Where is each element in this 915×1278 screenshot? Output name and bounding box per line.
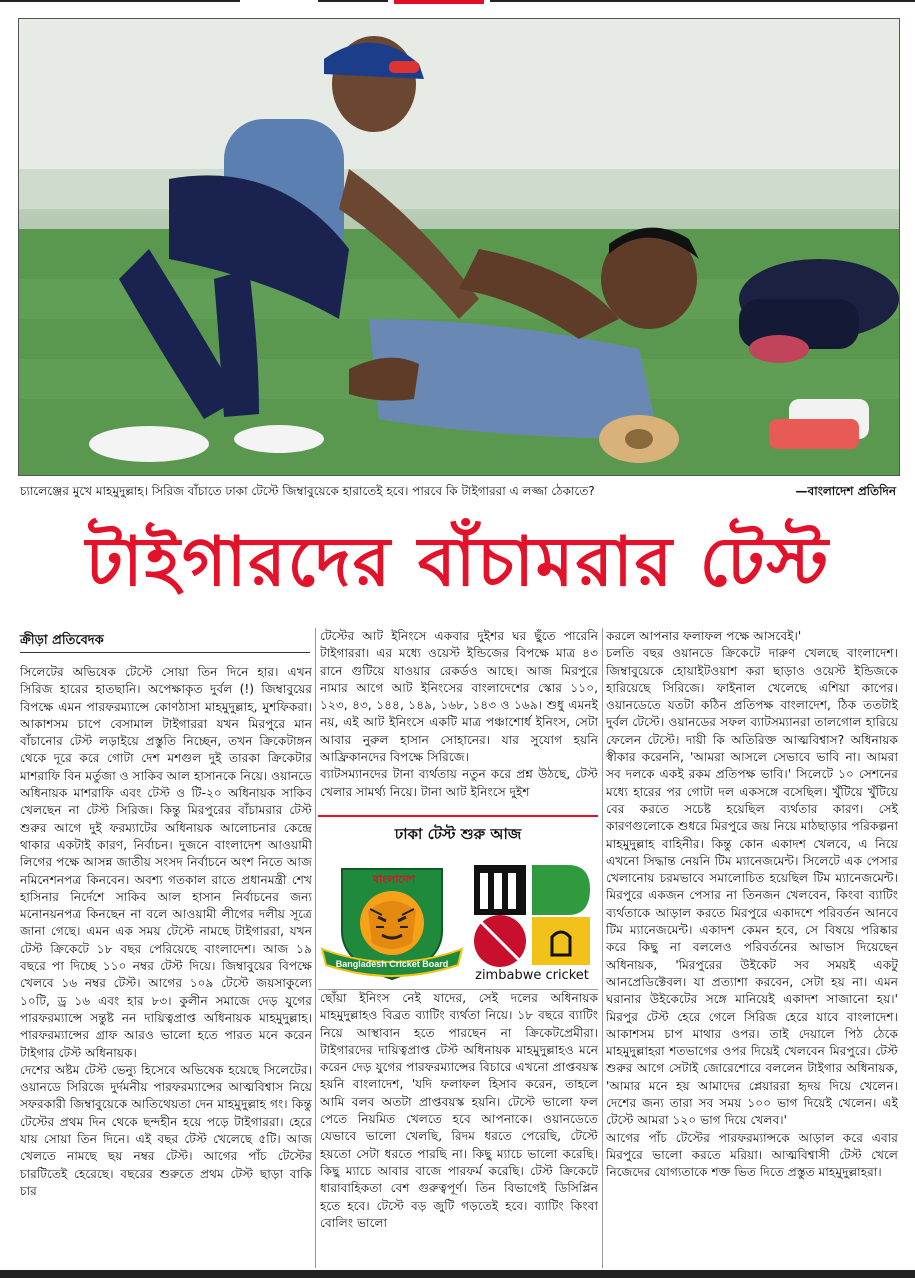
paragraph: চলতি বছর ওয়ানডে ক্রিকেটে দারুণ খেলছে বাংলাদেশ। জিম্বাবুয়েকে হোয়াইটওয়াশ করা ছাড়াও ওয়েস্ট ইন্ডিজকে হারিয়েছে সিরিজে। ফাইনাল খেলেছে এশিয়া কাপের। ওয়ানডেতে যতটা কঠিন প্রতিপক্ষ বাংলাদেশ, ঠিক ততটাই দুর্বল টেস্টে। ওয়ানডের সফল ব্যাটসম্যানরা তালগোল হারিয়ে ফেলেন টেস্টে। দায়ী কি অতিরিক্ত আত্মবিশ্বাস? অধিনায়ক স্বীকার করেননি, 'আমরা আসলে সেভাবে ভাবি না। আমরা সব দলকে একই রকম প্রতিপক্ষ ভাবি।' সিলেটে ১০ সেশনের মধ্যে হারের পর গোটা দল একসঙ্গে বসেছিল। খুঁটিয়ে খুঁটিয়ে বের করতে সচেষ্ট হয়েছিল ব্যর্থতার কারণ। সেই কারণগুলোকে শুধরে মিরপুরে জয় নিয়ে মাঠছাড়ার পরিকল্পনা মাহমুদুল্লাহ বাহিনীর। কিন্তু কোন একাদশ খেলবে, এ নিয়ে এখনো সিদ্ধান্ত নেয়নি টিম ম্যানেজমেন্ট। সিলেটে এক পেসার খেলানোয় চরমভাবে সমালোচিত হয়েছিল টিম ম্যানেজমেন্ট। মিরপুরে একজন পেসার না তিনজন খেলবেন, কিংবা ব্যাটিং ব্যর্থতাকে আড়াল করতে মিরপুরে একাদশে পরিবর্তন আনবে টিম ম্যানেজমেন্ট। একাদশ কেমন হবে, সে বিষয়ে পরিষ্কার করে কিছু না বললেও পরিবর্তনের আভাস দিয়েছেন অধিনায়ক, 'মিরপুরের উইকেট সব সময়ই একটু আনপ্রেডিক্টেবল। যা প্রত্যাশা করবেন, সেটা হয় না। এমন ঘরানার উইকেটের সঙ্গে মানিয়েই একাদশ সাজানো হয়।' মিরপুর টেস্ট হেরে গেলে সিরিজ হেরে যাবে বাংলাদেশ। আকাশসম চাপ মাথার ওপর। তাই দেয়ালে পিঠ ঠেকে মাহমুদুল্লাহরা শতভাগের ওপর দিয়েই খেলবেন মিরপুরে। টেস্ট শুরুর আগে সেটাই জোরেশোরে বললেন টাইগার অধিনায়ক, 'আমার মনে হয় আমাদের প্লেয়াররা হৃদয় দিয়ে খেলেন। দেশের জন্য তারা সব সময় ১০০ ভাগ দিয়েই খেলেন। এই টেস্টে আমরা ১২০ ভাগ দিয়ে খেলব।' [606, 646, 898, 1128]
top-rule [0, 0, 915, 6]
paragraph: ব্যাটসম্যানদের টানা ব্যর্থতায় নতুন করে প্রশ্ন উঠছে, টেস্ট খেলার সামর্থ্য নিয়ে। টানা আট ইনিংসে দুইশ [320, 767, 598, 799]
paragraph: ছোঁয়া ইনিংস নেই যাদের, সেই দলের অধিনায়ক মাহমুদুল্লাহও বিব্রত ব্যাটিং ব্যর্থতা নিয়ে। ১৮ বছরে ব্যাটিং নিয়ে আস্থাবান হতে পারছেন না ক্রিকেটপ্রেমীরা। টাইগারদের দায়িত্বপ্রাপ্ত টেস্ট অধিনায়ক মাহমুদুল্লাহও মনে করেন দেড় যুগের পারফরম্যান্সের বিচারে এখনো প্রাপ্তবয়স্ক হয়নি বাংলাদেশ, 'যদি ফলাফল হিসাব করেন, তাহলে আমি বলব অতটা প্রাপ্তবয়স্ক হয়নি। টেস্টে ভালো ফল পেতে নিয়মিত খেলতে হবে আপনাকে। ওয়ানডেতে যেভাবে ভালো খেলছি, রিদম ধরতে পেরেছি, টেস্টে হয়তো সেটা ধরতে পারছি না। কিছু ম্যাচে ভালো করেছি। কিছু ম্যাচে আবার বাজে পারফর্ম করেছি। টেস্ট ক্রিকেটে ধারাবাহিকতা বেশ গুরুত্বপূর্ণ। তিন বিভাগেই ডিসিপ্লিন হতে হবে। টেস্টে বড় জুটি গড়তেই হবে। ব্যাটিং কিংবা বোলিং ভালো [320, 991, 598, 1230]
zimbabwe-label: zimbabwe cricket [475, 968, 589, 983]
article-column-1 [20, 664, 312, 1268]
article-column-3 [606, 628, 898, 1268]
article-column-2-bottom [320, 990, 598, 1270]
photo-credit: —বাংলাদেশ প্রতিদিন [795, 484, 896, 498]
bcb-top-text: বাংলাদেশ [372, 873, 416, 886]
photo-caption [18, 481, 898, 501]
zimbabwe-cricket-logo [468, 851, 596, 986]
bcb-ribbon-text: Bangladesh Cricket Board [335, 959, 449, 969]
paragraph: সিলেটের অভিষেক টেস্টে সোয়া তিন দিনে হার। এখন সিরিজ হারের হাতছানি। অপেক্ষাকৃত দুর্বল (!) জিম্বাবুয়ের বিপক্ষে এমন পারফরম্যান্সে কোণঠাসা মাহমুদুল্লাহ, মুশফিকরা। আকাশসম চাপে বেসামাল টাইগাররা যখন মিরপুরে মান বাঁচানোর টেস্ট লড়াইয়ে প্রস্তুতি নিচ্ছেন, তখন ক্রিকেটাঙ্গন থেকে দূরে করে গোটা দেশ মশগুল দুই তারকা ক্রিকেটার মাশরাফি বিন মর্তুজা ও সাকিব আল হাসানকে নিয়ে। ওয়ানডে অধিনায়ক মাশরাফি এবং টেস্ট ও টি-২০ অধিনায়ক সাকিব খেলছেন না টেস্ট সিরিজ। কিন্তু মিরপুরের বাঁচামরার টেস্ট শুরুর আগে দুই ফরম্যাটের অধিনায়ক আলোচনার কেন্দ্রে থাকার একটাই কারণ, নির্বাচন। দুজনে বাংলাদেশ আওয়ামী লিগের পক্ষে আসন্ন জাতীয় সংসদ নির্বাচনে অংশ নিতে আজ নমিনেশনপত্র কিনবেন। অবশ্য গতকাল রাতে প্রধানমন্ত্রী শেখ হাসিনার নির্দেশে সাকিব আল হাসান নির্বাচনের জন্য মনোনয়নপত্র কিনছেন না বলে আওয়ামী লীগের দলীয় সূত্রে জানা গেছে। এমন এক সময় টেস্টে নামছে টাইগাররা, যখন টেস্ট ক্রিকেটে ১৮ বছর পেরিয়েছে বাংলাদেশ। আজ ১৯ বছরে পা দিচ্ছে ১১০ নম্বর টেস্ট দিয়ে। জিম্বাবুয়ের বিপক্ষে খেলবে ১৬ নম্বর টেস্ট। আগের ১০৯ টেস্টে জয়সাকুল্যে ১০টি, ড্র ১৬ এবং হার ৮৩। কুলীন সমাজে দেড় যুগের পারফরম্যান্সে সন্তুষ্ট নন দায়িত্বপ্রাপ্ত অধিনায়ক মাহমুদুল্লাহ। পারফরম্যান্সের গ্রাফ আরও ভালো হতে পারত মনে করেন টাইগার টেস্ট অধিনায়ক। [20, 665, 312, 1060]
caption-text: চ্যালেঞ্জের মুখে মাহমুদুল্লাহ। সিরিজ বাঁচাতে ঢাকা টেস্টে জিম্বাবুয়েকে হারাতেই হবে। পারবে কি টাইগাররা এ লজ্জা ঠেকাতে? [20, 484, 595, 498]
column-rule [602, 628, 603, 1268]
article-column-2-top [320, 628, 598, 810]
cricket-photo [18, 18, 900, 476]
paragraph: টেস্টের আট ইনিংসে একবার দুইশর ঘর ছুঁতে পারেনি টাইগাররা। এর মধ্যে ওয়েস্ট ইন্ডিজের বিপক্ষে মাত্র ৪৩ রানে গুটিয়ে যাওয়ার রেকর্ডও আছে। আজ মিরপুরে নামার আগে আট ইনিংসের বাংলাদেশের স্কোর ১১০, ১২৩, ৪৩, ১৪৪, ১৪৯, ১৬৮, ১৪৩ ও ১৬৯। শুধু এমনই নয়, এই আট ইনিংসে একটি মাত্র পঞ্চাশোর্ধ ইনিংস, সেটা আবার নুরুল হাসান সোহানের। যার সুযোগ হয়নি আফ্রিকানদের বিপক্ষে সিরিজে। [320, 629, 598, 765]
paragraph: আগের পাঁচ টেস্টের পারফরম্যান্সকে আড়াল করে এবার মিরপুরে ভালো করতে মরিয়া। আত্মবিশ্বাসী টেস্ট খেলে নিজেদের যোগ্যতাকে শক্ত ভিত দিতে প্রস্তুত মাহমুদুল্লাহরা। [606, 1130, 898, 1180]
paragraph: করলে আপনার ফলাফল পক্ষে আসবেই।' [606, 629, 802, 643]
bcb-logo [320, 851, 464, 986]
column-rule [315, 628, 316, 1268]
byline: ক্রীড়া প্রতিবেদক [20, 630, 310, 653]
headline: টাইগারদের বাঁচামরার টেস্ট [85, 523, 831, 602]
bottom-rule [0, 1270, 915, 1278]
paragraph: দেশের অষ্টম টেস্ট ভেন্যু হিসেবে অভিষেক হয়েছে সিলেটের। ওয়ানডে সিরিজে দুর্দমনীয় পারফরম্যান্সের আত্মবিশ্বাস নিয়ে সফরকারী জিম্বাবুয়েকে আতিথেয়তা দেন মাহমুদুল্লাহ গং। কিন্তু টেস্টের প্রথম দিন থেকে ছন্দহীন হয়ে পড়ে টাইগাররা। হেরে যায় সোয়া তিন দিনে। এই বছর টেস্ট খেলেছে ৫টি। আজ খেলতে নামছে ছয় নম্বর টেস্ট। আগের পাঁচ টেস্টের চারটিতেই হেরেছে। বছরের শুরুতে প্রথম টেস্ট ছাড়া বাকি চার [20, 1062, 312, 1198]
match-inset [318, 815, 598, 990]
inset-title: ঢাকা টেস্ট শুরু আজ [394, 825, 522, 843]
